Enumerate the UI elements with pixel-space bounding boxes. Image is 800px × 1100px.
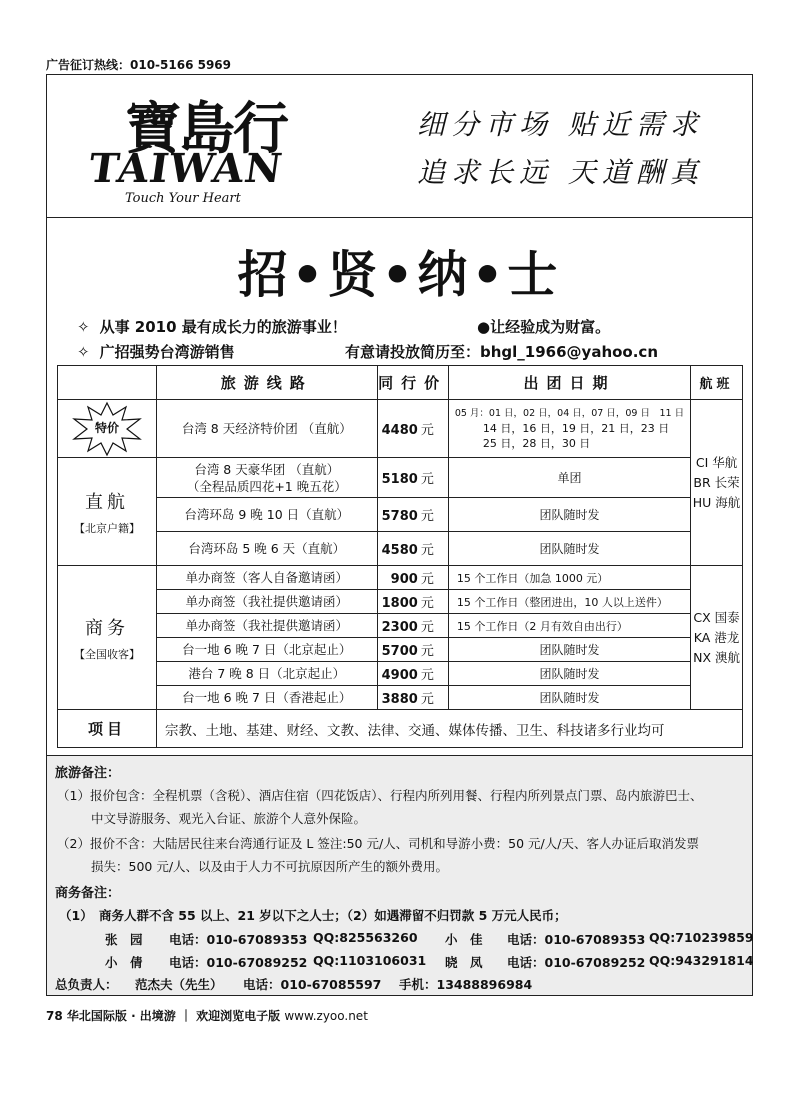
project-text: 宗教、土地、基建、财经、文教、法律、交通、媒体传播、卫生、科技诸多行业均可 [157, 710, 743, 748]
route-cell: 单办商签（我社提供邀请函） [157, 614, 378, 638]
category-business: 商务 【全国收客】 [58, 566, 157, 710]
chief-mobile: 手机：13488896984 [399, 977, 533, 992]
table-row [58, 400, 743, 458]
dates-cell: 团队随时发 [448, 638, 690, 662]
footer-text: 华北国际版 · 出境游 ｜ 欢迎浏览电子版 [66, 1009, 281, 1023]
travel-notes-title: 旅游备注： [55, 766, 121, 781]
brand-logo-brush: TAIWAN [85, 145, 286, 192]
direct-flights: CI 华航 BR 长荣 HU 海航 [691, 400, 743, 566]
price-cell: 3880 元 [377, 686, 448, 710]
travel-note-1-cont: 中文导游服务、观光入台证、旅游个人意外保险。 [91, 811, 367, 826]
special-label: 特价 [94, 420, 119, 435]
intro-line-1-left: ✧ 从事 2010 最有成长力的旅游事业！ [77, 318, 347, 336]
business-flights: CX 国泰 KA 港龙 NX 澳航 [691, 566, 743, 710]
contact-name: 晓 凤 [445, 955, 483, 970]
chief-name: 范杰夫（先生） [135, 977, 223, 992]
table-row [58, 686, 743, 710]
header-price: 同行价 [377, 366, 448, 400]
contact-name: 小 倩 [105, 955, 143, 970]
project-label: 项目 [58, 710, 157, 748]
dates-cell: 05 月：01 日，02 日，04 日，07 日，09 日 11 日 14 日，16 日，19 日，21 日，23 日 25 日，28 日，30 日 [448, 400, 690, 458]
contact-qq: QQ:825563260 [313, 930, 418, 945]
header-flight: 航班 [691, 366, 743, 400]
business-notes-title: 商务备注： [55, 886, 121, 901]
route-cell: 台一地 6 晚 7 日（北京起止） [157, 638, 378, 662]
star-icon: ✧ [77, 318, 90, 336]
route-cell: 港台 7 晚 8 日（北京起止） [157, 662, 378, 686]
table-header-blank [58, 366, 157, 400]
star-icon: ✧ [77, 343, 90, 361]
ad-frame [46, 74, 753, 996]
dates-cell: 单团 [448, 458, 690, 498]
intro-line-2-left: ✧ 广招强势台湾游销售 [77, 343, 235, 361]
header-route: 旅游线路 [157, 366, 378, 400]
header-dates: 出团日期 [448, 366, 690, 400]
route-cell: 单办商签（客人自备邀请函） [157, 566, 378, 590]
dates-cell: 15 个工作日（整团进出，10 人以上送件） [448, 590, 690, 614]
table-row [58, 532, 743, 566]
remarks-section [47, 755, 752, 995]
contact-name: 张 园 [105, 932, 143, 947]
table-row [58, 590, 743, 614]
table-header-row [58, 366, 743, 400]
route-cell: 台湾环岛 9 晚 10 日（直航） [157, 498, 378, 532]
category-direct: 直航 【北京户籍】 [58, 458, 157, 566]
price-cell: 5780 元 [377, 498, 448, 532]
travel-note-1: （1）报价包含：全程机票（含税）、酒店住宿（四花饭店）、行程内所列用餐、行程内所列景点门票、岛内旅游巴士、 [57, 788, 703, 803]
ad-hotline: 广告征订热线：010-5166 5969 [46, 58, 232, 72]
travel-note-2: （2）报价不含：大陆居民往来台湾通行证及 L 签注:50 元/人、司机和导游小费：50 元/人/天、客人办证后取消发票 [57, 836, 699, 851]
special-badge [58, 400, 157, 458]
page-footer [46, 1007, 368, 1024]
price-cell: 4580 元 [377, 532, 448, 566]
contact-tel: 电话：010-67089353 [507, 932, 646, 947]
route-cell: 台湾 8 天豪华团 （直航） （全程品质四花+1 晚五花） [157, 458, 378, 498]
dates-cell: 团队随时发 [448, 686, 690, 710]
route-cell: 台湾环岛 5 晚 6 天（直航） [157, 532, 378, 566]
price-cell: 4480 元 [377, 400, 448, 458]
route-cell: 台一地 6 晚 7 日（香港起止） [157, 686, 378, 710]
intro-email[interactable]: 有意请投放简历至：bhgl_1966@yahoo.cn [345, 343, 659, 361]
route-cell: 台湾 8 天经济特价团 （直航） [157, 400, 378, 458]
route-cell: 单办商签（我社提供邀请函） [157, 590, 378, 614]
contact-qq: QQ:943291814 [649, 953, 754, 968]
table-row [58, 498, 743, 532]
price-cell: 4900 元 [377, 662, 448, 686]
business-note-1: （1） 商务人群不含 55 以上、21 岁以下之人士；（2）如遇滞留不归罚款 5 万元人民币； [59, 908, 567, 923]
slogan-line-1: 细分市场 贴近需求 [417, 108, 704, 141]
price-cell: 900 元 [377, 566, 448, 590]
header-banner [47, 75, 752, 218]
contact-qq: QQ:710239859 [649, 930, 754, 945]
dates-cell: 团队随时发 [448, 498, 690, 532]
dates-cell: 15 个工作日（2 月有效自由出行） [448, 614, 690, 638]
chief-tel: 电话：010-67085597 [243, 977, 382, 992]
slogan-line-2: 追求长远 天道酬真 [417, 156, 704, 189]
price-cell: 5700 元 [377, 638, 448, 662]
contact-tel: 电话：010-67089252 [169, 955, 308, 970]
contact-tel: 电话：010-67089252 [507, 955, 646, 970]
table-row [58, 638, 743, 662]
contact-qq: QQ:1103106031 [313, 953, 427, 968]
price-cell: 2300 元 [377, 614, 448, 638]
dates-cell: 团队随时发 [448, 532, 690, 566]
footer-url[interactable]: www.zyoo.net [284, 1009, 368, 1023]
dates-cell: 团队随时发 [448, 662, 690, 686]
contact-tel: 电话：010-67089353 [169, 932, 308, 947]
travel-note-2-cont: 损失：500 元/人、以及由于人力不可抗原因所产生的额外费用。 [91, 859, 449, 874]
project-row [58, 710, 743, 748]
table-row [58, 614, 743, 638]
price-table [57, 365, 743, 748]
table-row [58, 566, 743, 590]
dates-cell: 15 个工作日（加急 1000 元） [448, 566, 690, 590]
recruit-title: 招•贤•纳•士 [237, 245, 562, 304]
brand-logo-cn: 寶島行 [125, 96, 287, 162]
intro-line-1-right: ●让经验成为财富。 [477, 318, 611, 336]
price-cell: 5180 元 [377, 458, 448, 498]
table-row [58, 458, 743, 498]
table-row [58, 662, 743, 686]
contact-name: 小 佳 [445, 932, 483, 947]
price-cell: 1800 元 [377, 590, 448, 614]
page-number: 78 [46, 1009, 63, 1023]
brand-tagline: Touch Your Heart [125, 191, 241, 206]
chief-label: 总负责人： [55, 977, 118, 992]
